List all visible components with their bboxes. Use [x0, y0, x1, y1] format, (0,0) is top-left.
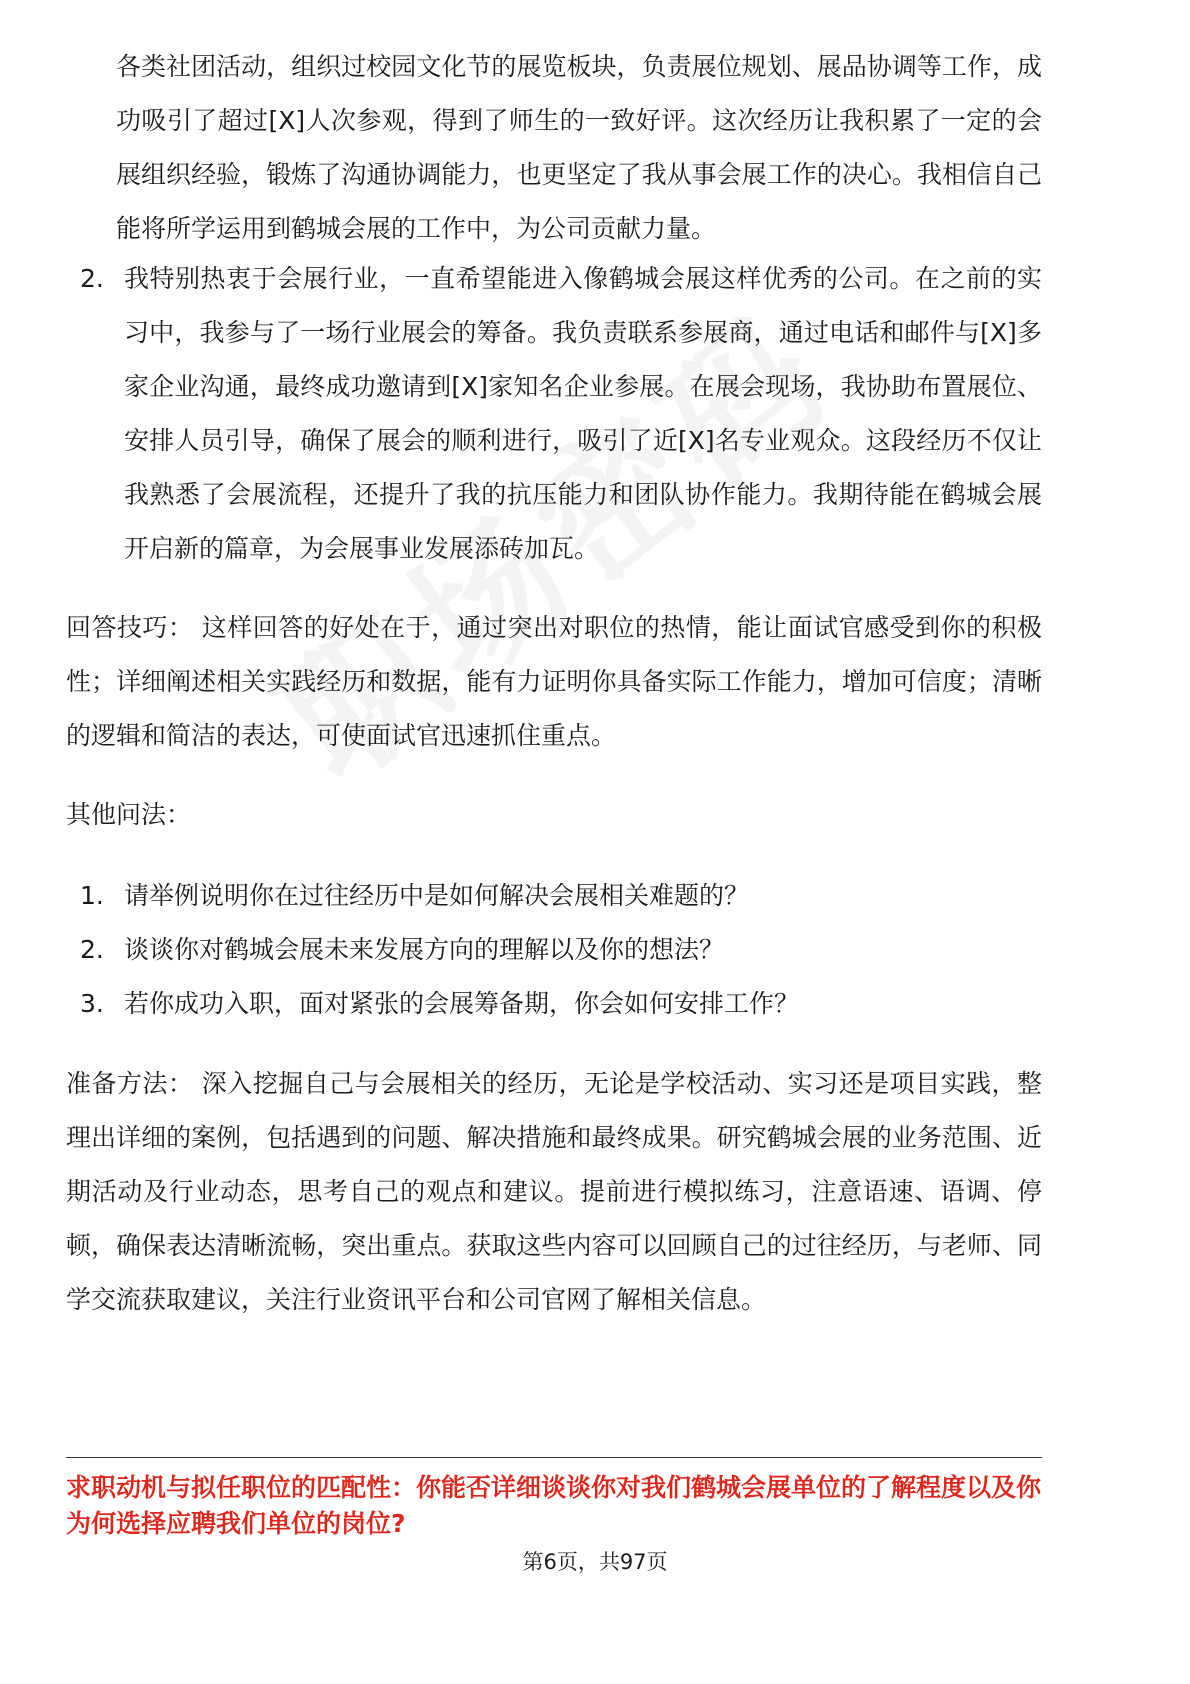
list-number: 2. — [80, 264, 104, 293]
section-divider — [66, 1457, 1042, 1458]
other-question-text: 若你成功入职，面对紧张的会展筹备期，你会如何安排工作？ — [124, 989, 800, 1018]
answer-2-text: 我特别热衷于会展行业，一直希望能进入像鹤城会展这样优秀的公司。在之前的实习中，我参与了一场行业展会的筹备。我负责联系参展商，通过电话和邮件与[X]多家企业沟通，最终成功邀请到[X]家知名企业参展。在展会现场，我协助布置展位、安排人员引导，确保了展会的顺利进行，吸引了近[X]名专业观众。这段经历不仅让我熟悉了会展流程，还提升了我的抗压能力和团队协作能力。我期待能在鹤城会展开启新的篇章，为会展事业发展添砖加瓦。 — [124, 264, 1042, 563]
list-number: 3. — [80, 989, 104, 1018]
preparation-method: 准备方法： 深入挖掘自己与会展相关的经历，无论是学校活动、实习还是项目实践，整理出详细的案例，包括遇到的问题、解决措施和最终成果。研究鹤城会展的业务范围、近期活动及行业动态，思考自己的观点和建议。提前进行模拟练习，注意语速、语调、停顿，确保表达清晰流畅，突出重点。获取这些内容可以回顾自己的过往经历，与老师、同学交流获取建议，关注行业资讯平台和公司官网了解相关信息。 — [66, 1069, 1042, 1314]
list-number: 2. — [80, 935, 104, 964]
other-question-text: 请举例说明你在过往经历中是如何解决会展相关难题的？ — [124, 881, 750, 910]
list-number: 1. — [80, 881, 104, 910]
other-questions-heading: 其他问法： — [66, 800, 192, 829]
answer-1-continued: 各类社团活动，组织过校园文化节的展览板块，负责展位规划、展品协调等工作，成功吸引了超过[X]人次参观，得到了师生的一致好评。这次经历让我积累了一定的会展组织经验，锻炼了沟通协调能力，也更坚定了我从事会展工作的决心。我相信自己能将所学运用到鹤城会展的工作中，为公司贡献力量。 — [116, 52, 1042, 243]
page-number: 第6页，共97页 — [522, 1550, 668, 1574]
answer-tips: 回答技巧： 这样回答的好处在于，通过突出对职位的热情，能让面试官感受到你的积极性；详细阐述相关实践经历和数据，能有力证明你具备实际工作能力，增加可信度；清晰的逻辑和简洁的表达，可使面试官迅速抓住重点。 — [66, 613, 1042, 750]
next-question-heading: 求职动机与拟任职位的匹配性：你能否详细谈谈你对我们鹤城会展单位的了解程度以及你为何选择应聘我们单位的岗位? — [66, 1473, 1042, 1538]
other-question-text: 谈谈你对鹤城会展未来发展方向的理解以及你的想法？ — [124, 935, 725, 964]
